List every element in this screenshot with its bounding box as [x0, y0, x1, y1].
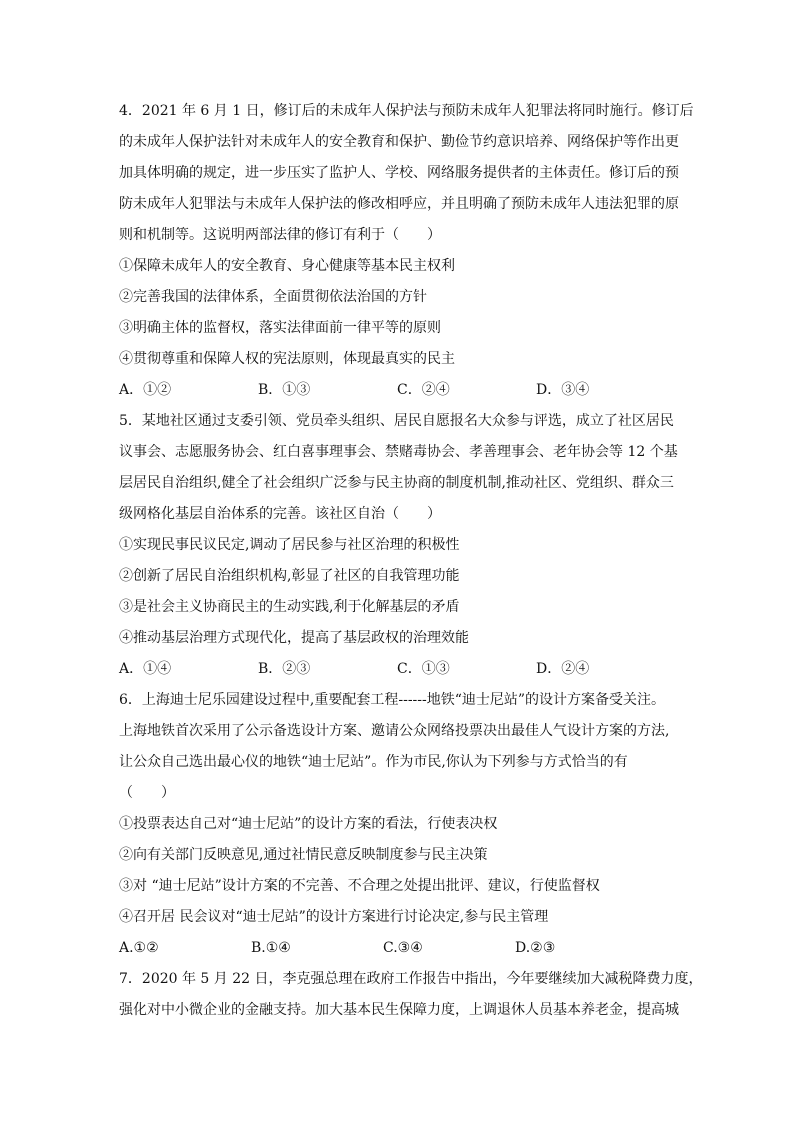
option-d: D．②④: [536, 661, 590, 677]
option-d: D．③④: [536, 382, 590, 398]
statement: ②向有关部门反映意见,通过社情民意反映制度参与民主决策: [119, 847, 488, 863]
statement: ③是社会主义协商民主的生动实践,利于化解基层的矛盾: [119, 599, 460, 615]
answer-options: [119, 933, 679, 964]
option-b: B.①④: [251, 940, 291, 956]
statement: ④推动基层治理方式现代化，提高了基层政权的治理效能: [119, 630, 469, 646]
question-stem-line: 加具体明确的规定，进一步压实了监护人、学校、网络服务提供者的主体责任。修订后的预: [119, 165, 679, 181]
option-b: B．②③: [258, 661, 311, 677]
question-6: [119, 685, 679, 964]
question-stem-line: 5．某地社区通过支委引领、党员牵头组织、居民自愿报名大众参与评选，成立了社区居民: [119, 413, 674, 429]
statement: ②完善我国的法律体系，全面贯彻依法治国的方针: [119, 289, 427, 305]
option-c: C.③④: [383, 940, 423, 956]
statement: ①保障未成年人的安全教育、身心健康等基本民主权利: [119, 258, 455, 274]
question-stem-line: 防未成年人犯罪法与未成年人保护法的修改相呼应，并且明确了预防未成年人违法犯罪的原: [119, 196, 679, 212]
question-stem-line: 上海地铁首次采用了公示备选设计方案、邀请公众网络投票决出最佳人气设计方案的方法,: [119, 723, 670, 739]
option-c: C．①③: [397, 661, 450, 677]
option-a: A．①②: [119, 382, 172, 398]
answer-options: [119, 375, 679, 406]
option-a: A.①②: [119, 940, 159, 956]
question-stem-line: 4．2021 年 6 月 1 日，修订后的未成年人保护法与预防未成年人犯罪法将同时施行。修订后: [119, 103, 694, 119]
option-c: C．②④: [397, 382, 450, 398]
question-7: [119, 964, 703, 1026]
answer-options: [119, 654, 679, 685]
question-stem-line: 6．上海迪士尼乐园建设过程中,重要配套工程------地铁“迪士尼站”的设计方案备受关注。: [119, 692, 666, 708]
option-d: D.②③: [515, 940, 556, 956]
option-a: A．①④: [119, 661, 172, 677]
question-stem-line: 议事会、志愿服务协会、红白喜事理事会、禁赌毒协会、孝善理事会、老年协会等 12 个基: [119, 444, 678, 460]
question-4: [119, 96, 694, 406]
question-stem-line: 让公众自己选出最心仪的地铁“迪士尼站”。作为市民,你认为下列参与方式恰当的有: [119, 754, 628, 770]
statement: ①实现民事民议民定,调动了居民参与社区治理的积极性: [119, 537, 460, 553]
statement: ④召开居 民会议对“迪士尼站”的设计方案进行讨论决定,参与民主管理: [119, 909, 549, 925]
question-stem-line: （ ）: [119, 785, 175, 801]
statement: ③明确主体的监督权，落实法律面前一律平等的原则: [119, 320, 441, 336]
question-stem-line: 强化对中小微企业的金融支持。加大基本民生保障力度，上调退休人员基本养老金，提高城: [119, 1002, 679, 1018]
statement: ④贯彻尊重和保障人权的宪法原则，体现最真实的民主: [119, 351, 455, 367]
question-stem-line: 7．2020 年 5 月 22 日，李克强总理在政府工作报告中指出，今年要继续加大减税降费力度，: [119, 971, 703, 987]
exam-page: [119, 96, 703, 1026]
question-stem-line: 的未成年人保护法针对未成年人的安全教育和保护、勤俭节约意识培养、网络保护等作出更: [119, 134, 679, 150]
option-b: B．①③: [258, 382, 311, 398]
question-stem-line: 则和机制等。这说明两部法律的修订有利于（ ）: [119, 227, 441, 243]
question-stem-line: 级网格化基层自治体系的完善。该社区自治（ ）: [119, 506, 441, 522]
question-5: [119, 406, 679, 685]
statement: ②创新了居民自治组织机构,彰显了社区的自我管理功能: [119, 568, 460, 584]
statement: ③对 “迪士尼站”设计方案的不完善、不合理之处提出批评、建议，行使监督权: [119, 878, 600, 894]
statement: ①投票表达自己对“迪士尼站”的设计方案的看法，行使表决权: [119, 816, 498, 832]
question-stem-line: 层居民自治组织,健全了社会组织广泛参与民主协商的制度机制,推动社区、党组织、群众三: [119, 475, 674, 491]
